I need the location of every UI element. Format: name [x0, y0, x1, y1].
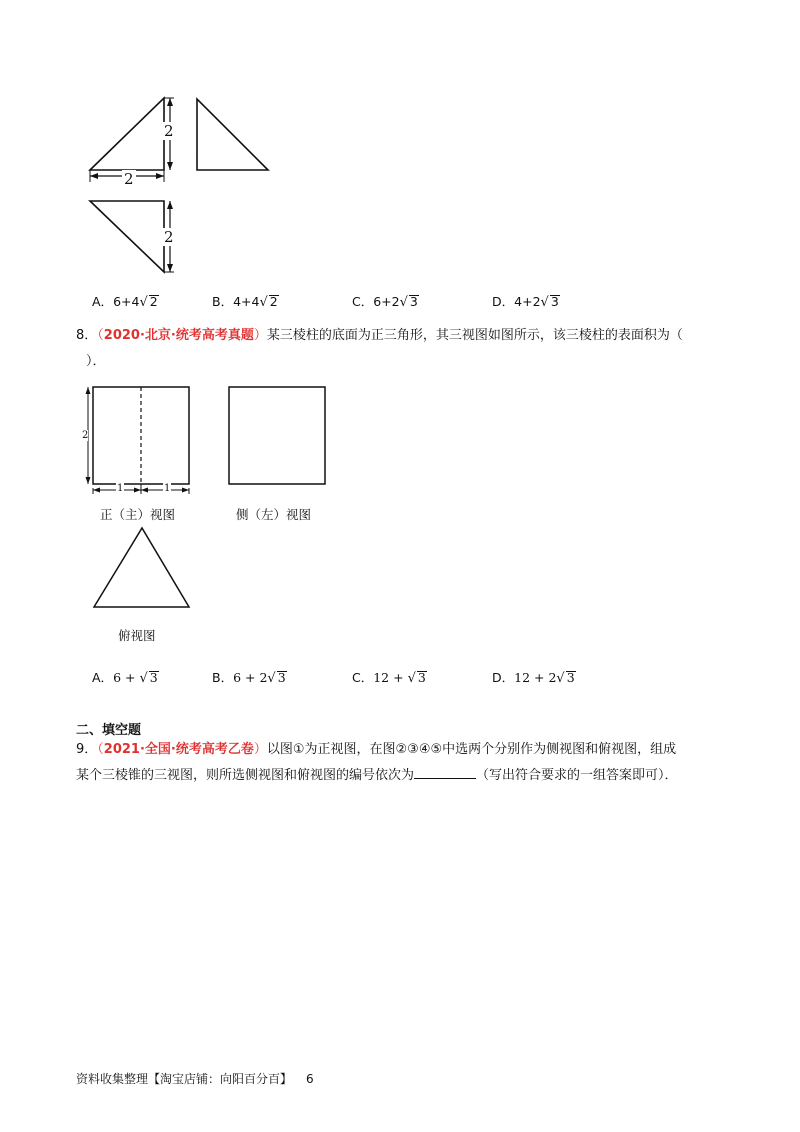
q7-choice-a[interactable]: A．6+4√ 2	[92, 294, 158, 310]
q7-side-view-triangle	[197, 99, 268, 170]
q8-question-text: 某三棱柱的底面为正三角形，其三视图如图所示，该三棱柱的表面积为（	[266, 328, 683, 343]
q8-side-view-square	[229, 387, 325, 484]
q8-line2: ）．	[86, 354, 106, 369]
q8-source: （2020·北京·统考高考真题）	[97, 328, 267, 343]
q8-top-caption: 俯视图	[118, 628, 156, 643]
q8-front-caption: 正（主）视图	[100, 507, 176, 522]
q7-choice-d[interactable]: D．4+2√ 3	[492, 294, 559, 310]
q7-dim-label-top-right: 2	[164, 122, 174, 140]
q8-number: 8．	[76, 328, 98, 343]
q9-answer-blank[interactable]	[414, 766, 476, 779]
q8-choice-c[interactable]: C．12 + √ 3	[352, 670, 426, 686]
q8-width-label-left: 1	[117, 483, 124, 494]
q9-question-text: 以图①为正视图，在图②③④⑤中选两个分别作为侧视图和俯视图，组成	[266, 742, 677, 757]
page-number: 6	[306, 1072, 314, 1086]
q9-line1	[76, 738, 676, 757]
q8-choice-b[interactable]: B．6 + 2√ 3	[212, 670, 286, 686]
q9-line2: 某个三棱锥的三视图，则所选侧视图和俯视图的编号依次为 （写出符合要求的一组答案即可）．	[76, 768, 678, 783]
q7-three-view-figure	[0, 0, 800, 300]
q8-side-caption: 侧（左）视图	[236, 507, 312, 522]
q8-height-label: 2	[82, 430, 89, 441]
q9-source: （2021·全国·统考高考乙卷）	[97, 742, 267, 757]
q7-choice-b[interactable]: B．4+4√ 2	[212, 294, 278, 310]
q7-dim-label-bottom: 2	[124, 170, 134, 188]
q8-width-label-right: 1	[164, 483, 171, 494]
q8-top-view-triangle	[94, 528, 189, 607]
q7-front-view-triangle	[90, 98, 164, 170]
q8-line1	[76, 324, 683, 343]
q7-choice-c[interactable]: C．6+2√ 3	[352, 294, 418, 310]
q9-number: 9．	[76, 742, 98, 757]
footer-text: 资料收集整理【淘宝店铺：向阳百分百】	[76, 1072, 293, 1086]
q8-choice-a[interactable]: A．6 + √ 3	[92, 670, 158, 686]
footer	[76, 1070, 314, 1087]
q7-top-view-triangle	[90, 201, 164, 272]
q7-dim-label-lower-right: 2	[164, 228, 174, 246]
q8-choice-d[interactable]: D．12 + 2√ 3	[492, 670, 575, 686]
section-heading-fill-in: 二、填空题	[76, 723, 142, 738]
